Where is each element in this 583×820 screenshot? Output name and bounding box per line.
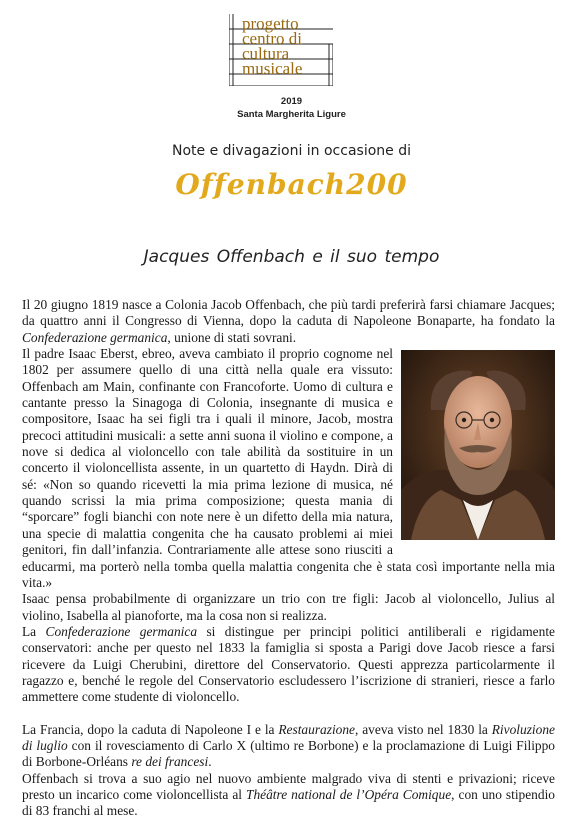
logo-text — [242, 16, 302, 76]
text-run: , con uno stipendio di 83 franchi al mese. — [22, 786, 555, 819]
event-title: Offenbach200 — [175, 168, 408, 201]
paragraph-3: Isaac pensa probabilmente di organizzare un trio con tre figli: Jacob al violoncello, Julius al violino, Isabella al pianoforte, ma la cosa non si realizza. — [22, 591, 555, 623]
text-run: , unione di stati sovrani. — [167, 329, 297, 345]
logo-line-4: musicale — [242, 59, 303, 78]
paragraph-2: Il padre Isaac Eberst, ebreo, aveva cambiato il proprio cognome nel 1802 per assumere quello di una città nella quale era vissuto: Offenbach am Main, confinante con Francoforte. Uomo di cultura e cantante presso la Sinagoga di Colonia, insegnante di musica e compositore, Isaac ha sei figli tra i quali il minore, Jacob, mostra precoci attitudini musicali: a sette anni suona il violino e compone, a nove si dedica al violoncello con tale abilità da sostituire in un concerto il violoncellista assente, in un quartetto di Haydn. Dirà di sé: «Non so quando ricevetti la mia prima lezione di musica, né quando scrissi la mia prima composizione; questa mania di “sporcare” fogli bianchi con note nere è un difetto della mia natura, una specie di malattia congenita che ha causato problemi ai miei genitori, fin dall’infanzia. Contrariamente alle attese sono riusciti a educarmi, ma porterò nella tomba quella malattia congenita che è stata così importante nella mia vita.» — [22, 346, 555, 590]
logo-line-3: cultura — [242, 44, 290, 63]
text-run: si distingue per principi politici antiliberali e rigidamente conservatori: anche per questo nel 1833 la famiglia si sposta a Parigi dove Jacob riesce a farsi ricevere da Luigi Cherubini, direttore del Conservatorio. Questi apprezza particolarmente il ragazzo e, benché le regole del Conservatorio escludessero l’iscrizione di stranieri, riesce a farlo ammettere come studente di violoncello. — [22, 623, 555, 705]
article-body — [22, 297, 555, 820]
logo-line-2: centro di — [242, 29, 302, 48]
text-run: La — [22, 623, 46, 639]
text-run: Il 20 giugno 1819 nasce a Colonia Jacob Offenbach, che più tardi preferirà farsi chiamare Jacques; da quattro anni il Congresso di Vienna, dopo la caduta di Napoleone Bonaparte, ha fondato la — [22, 297, 555, 329]
portrait-image — [401, 350, 555, 540]
italic-run: Confederazione germanica — [45, 623, 198, 639]
paragraph-1 — [22, 297, 555, 346]
logo-city: Santa Margherita Ligure — [237, 109, 346, 120]
paragraph-5 — [22, 722, 555, 771]
page-title: Jacques Offenbach e il suo tempo — [143, 247, 440, 267]
logo — [229, 14, 333, 86]
logo-line-1: progetto — [242, 14, 299, 33]
text-run: . — [208, 754, 212, 770]
italic-run: Confederazione germanica — [22, 329, 168, 345]
logo-year: 2019 — [280, 96, 303, 107]
paragraph-6 — [22, 771, 555, 820]
italic-run: Rivoluzione di luglio — [22, 721, 555, 753]
text-run: con il rovesciamento di Carlo X (ultimo re Borbone) e la proclamazione di Luigi Filippo di Borbone-Orléans — [22, 737, 556, 770]
subtitle: Note e divagazioni in occasione di — [172, 143, 411, 159]
italic-run: re dei francesi — [131, 754, 209, 770]
offenbach-portrait-icon — [401, 350, 555, 540]
paragraph-gap — [22, 706, 555, 722]
text-run: , aveva visto nel 1830 la — [355, 721, 492, 737]
text-run: La Francia, dopo la caduta di Napoleone I e la — [22, 721, 279, 737]
italic-run: Théâtre national de l’Opéra Comique — [246, 786, 452, 802]
text-run: Offenbach si trova a suo agio nel nuovo ambiente malgrado viva di stenti e privazioni; riceve presto un incarico come violoncellista al — [22, 770, 555, 802]
italic-run: Restaurazione — [278, 721, 355, 737]
paragraph-4 — [22, 624, 555, 706]
